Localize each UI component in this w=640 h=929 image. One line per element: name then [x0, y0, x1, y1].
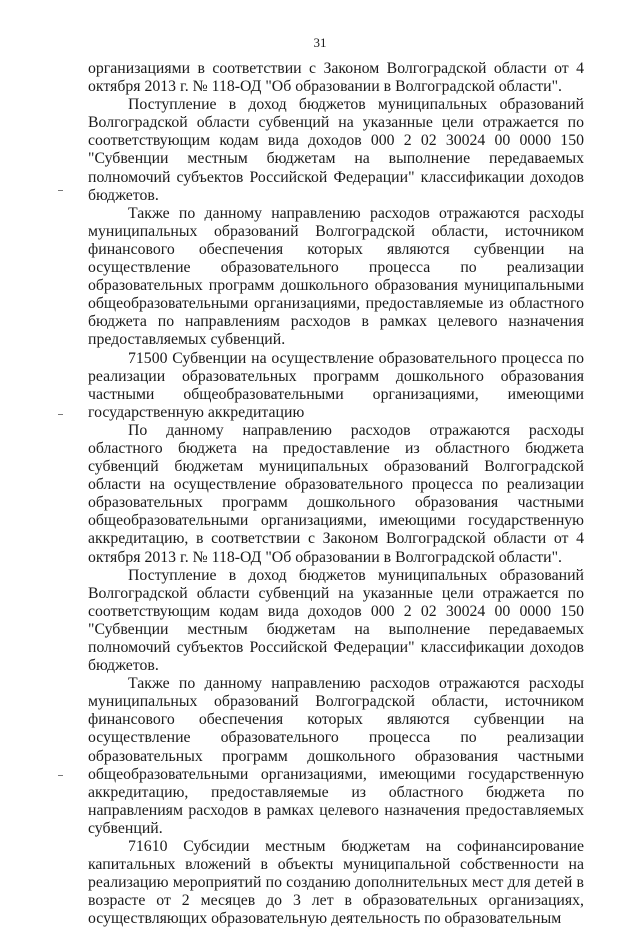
- section-heading: 71610 Субсидии местным бюджетам на софинансирование капитальных вложений в объекты муниципальной собственности на реализацию мероприятий по созданию дополнительных мест для детей в возрасте от 2 месяцев до 3 лет в образовательных организациях, осуществляющих образовательную деятельность по образовательным: [88, 838, 584, 928]
- paragraph: Поступление в доход бюджетов муниципальных образований Волгоградской области субвенций на указанные цели отражается по соответствующим кодам вида доходов 000 2 02 30024 00 0000 150 "Субвенции местным бюджетам на выполнение передаваемых полномочий субъектов Российской Федерации" классификации доходов бюджетов.: [88, 566, 584, 675]
- section-heading: 71500 Субвенции на осуществление образовательного процесса по реализации образовательных программ дошкольного образования частными общеобразовательными организациями, имеющими государственную аккредитацию: [88, 349, 584, 421]
- margin-mark: [58, 775, 63, 776]
- paragraph: Также по данному направлению расходов отражаются расходы муниципальных образований Волгоградской области, источником финансового обеспечения которых являются субвенции на осуществление образовательного процесса по реализации образовательных программ дошкольного образования частными общеобразовательными организациями, имеющими государственную аккредитацию, предоставляемые из областного бюджета по направлениям расходов в рамках целевого назначения предоставляемых субвенций.: [88, 675, 584, 837]
- paragraph: По данному направлению расходов отражаются расходы областного бюджета на предоставление из областного бюджета субвенций бюджетам муниципальных образований Волгоградской области на осуществление образовательного процесса по реализации образовательных программ дошкольного образования частными общеобразовательными организациями, имеющими государственную аккредитацию, в соответствии с Законом Волгоградской области от 4 октября 2013 г. № 118-ОД "Об образовании в Волгоградской области".: [88, 421, 584, 566]
- paragraph: организациями в соответствии с Законом Волгоградской области от 4 октября 2013 г. № 118-ОД "Об образовании в Волгоградской области".: [88, 60, 584, 96]
- document-body: [88, 60, 584, 929]
- page-number: 31: [313, 35, 327, 50]
- paragraph: Поступление в доход бюджетов муниципальных образований Волгоградской области субвенций на указанные цели отражается по соответствующим кодам вида доходов 000 2 02 30024 00 0000 150 "Субвенции местным бюджетам на выполнение передаваемых полномочий субъектов Российской Федерации" классификации доходов бюджетов.: [88, 96, 584, 204]
- margin-mark: [58, 190, 63, 191]
- margin-mark: [58, 414, 63, 415]
- paragraph: Также по данному направлению расходов отражаются расходы муниципальных образований Волгоградской области, источником финансового обеспечения которых являются субвенции на осуществление образовательного процесса по реализации образовательных программ дошкольного образования муниципальными общеобразовательными организациями, предоставляемые из областного бюджета по направлениям расходов в рамках целевого назначения предоставляемых субвенций.: [88, 204, 584, 349]
